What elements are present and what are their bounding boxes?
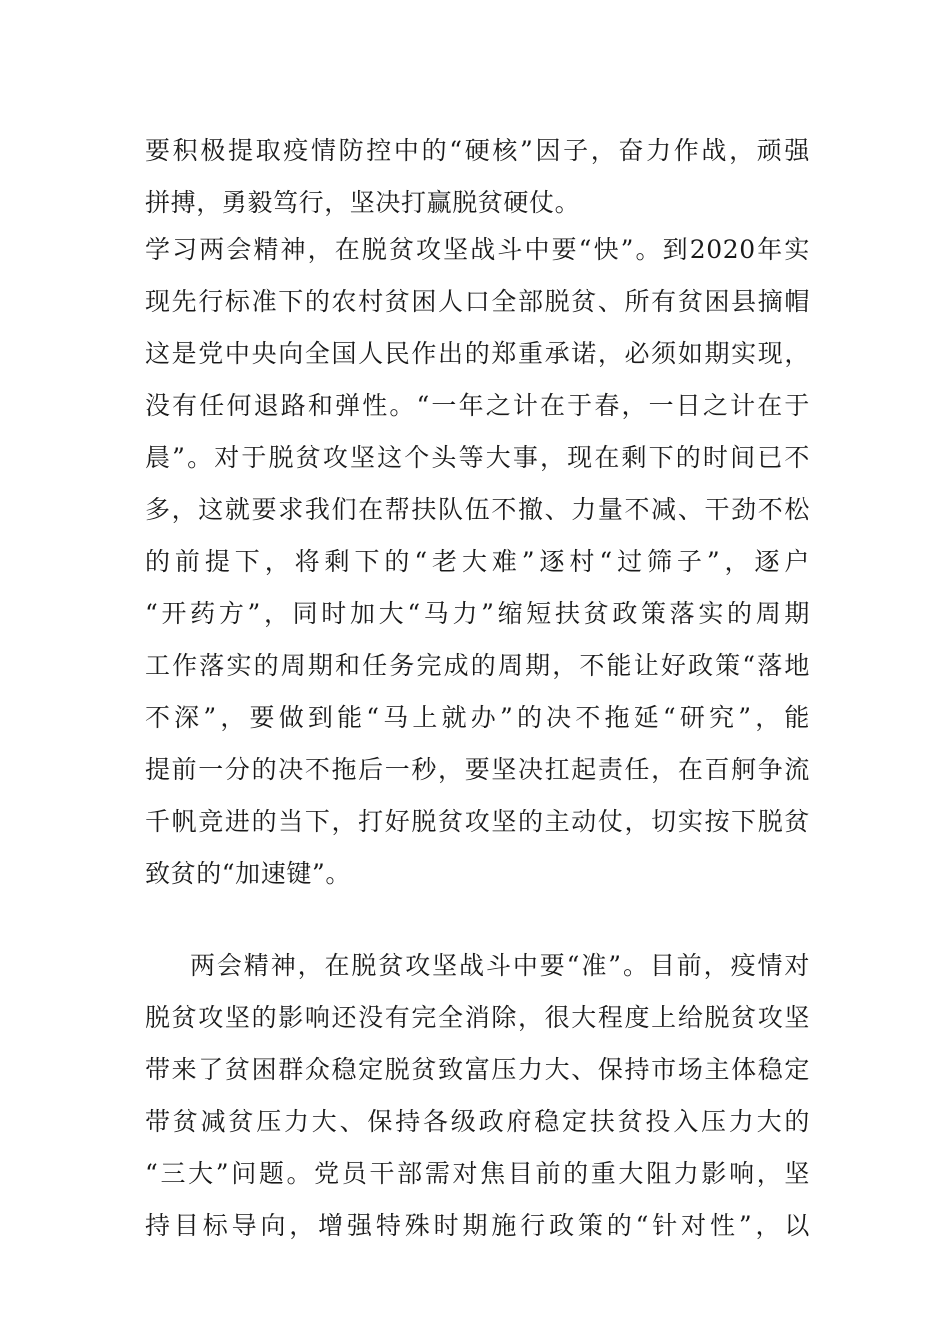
text-line: 学习两会精神，在脱贫攻坚战斗中要“快”。到2020年实	[145, 235, 810, 264]
text-line: 持目标导向，增强特殊时期施行政策的“针对性”，以	[145, 1211, 810, 1240]
text-line: 多，这就要求我们在帮扶队伍不撤、力量不减、干劲不松	[145, 495, 810, 524]
text-line: 没有任何退路和弹性。“一年之计在于春，一日之计在于	[145, 391, 810, 420]
text-line: “三大”问题。党员干部需对焦目前的重大阻力影响，坚	[145, 1159, 810, 1188]
text-line: 这是党中央向全国人民作出的郑重承诺，必须如期实现，	[145, 339, 810, 368]
text-line: 要积极提取疫情防控中的“硬核”因子，奋力作战，顽强	[145, 136, 810, 165]
text-line: 带来了贫困群众稳定脱贫致富压力大、保持市场主体稳定	[145, 1055, 810, 1084]
text-line: 提前一分的决不拖后一秒，要坚决扛起责任，在百舸争流	[145, 755, 810, 784]
text-line: 千帆竞进的当下，打好脱贫攻坚的主动仗，切实按下脱贫	[145, 807, 810, 836]
text-line: “开药方”，同时加大“马力”缩短扶贫政策落实的周期	[145, 599, 810, 628]
text-line: 脱贫攻坚的影响还没有完全消除，很大程度上给脱贫攻坚	[145, 1003, 810, 1032]
text-line: 两会精神，在脱贫攻坚战斗中要“准”。目前，疫情对	[190, 951, 810, 980]
text-line: 晨”。对于脱贫攻坚这个头等大事，现在剩下的时间已不	[145, 443, 810, 472]
text-line: 工作落实的周期和任务完成的周期，不能让好政策“落地	[145, 651, 810, 680]
text-line: 不深”，要做到能“马上就办”的决不拖延“研究”，能	[145, 703, 810, 732]
text-line: 的前提下，将剩下的“老大难”逐村“过筛子”，逐户	[145, 547, 810, 576]
text-line: 致贫的“加速键”。	[145, 859, 351, 888]
text-line: 拼搏，勇毅笃行，坚决打赢脱贫硬仗。	[145, 188, 581, 217]
text-line: 现先行标准下的农村贫困人口全部脱贫、所有贫困县摘帽	[145, 287, 810, 316]
text-line: 带贫减贫压力大、保持各级政府稳定扶贫投入压力大的	[145, 1107, 810, 1136]
